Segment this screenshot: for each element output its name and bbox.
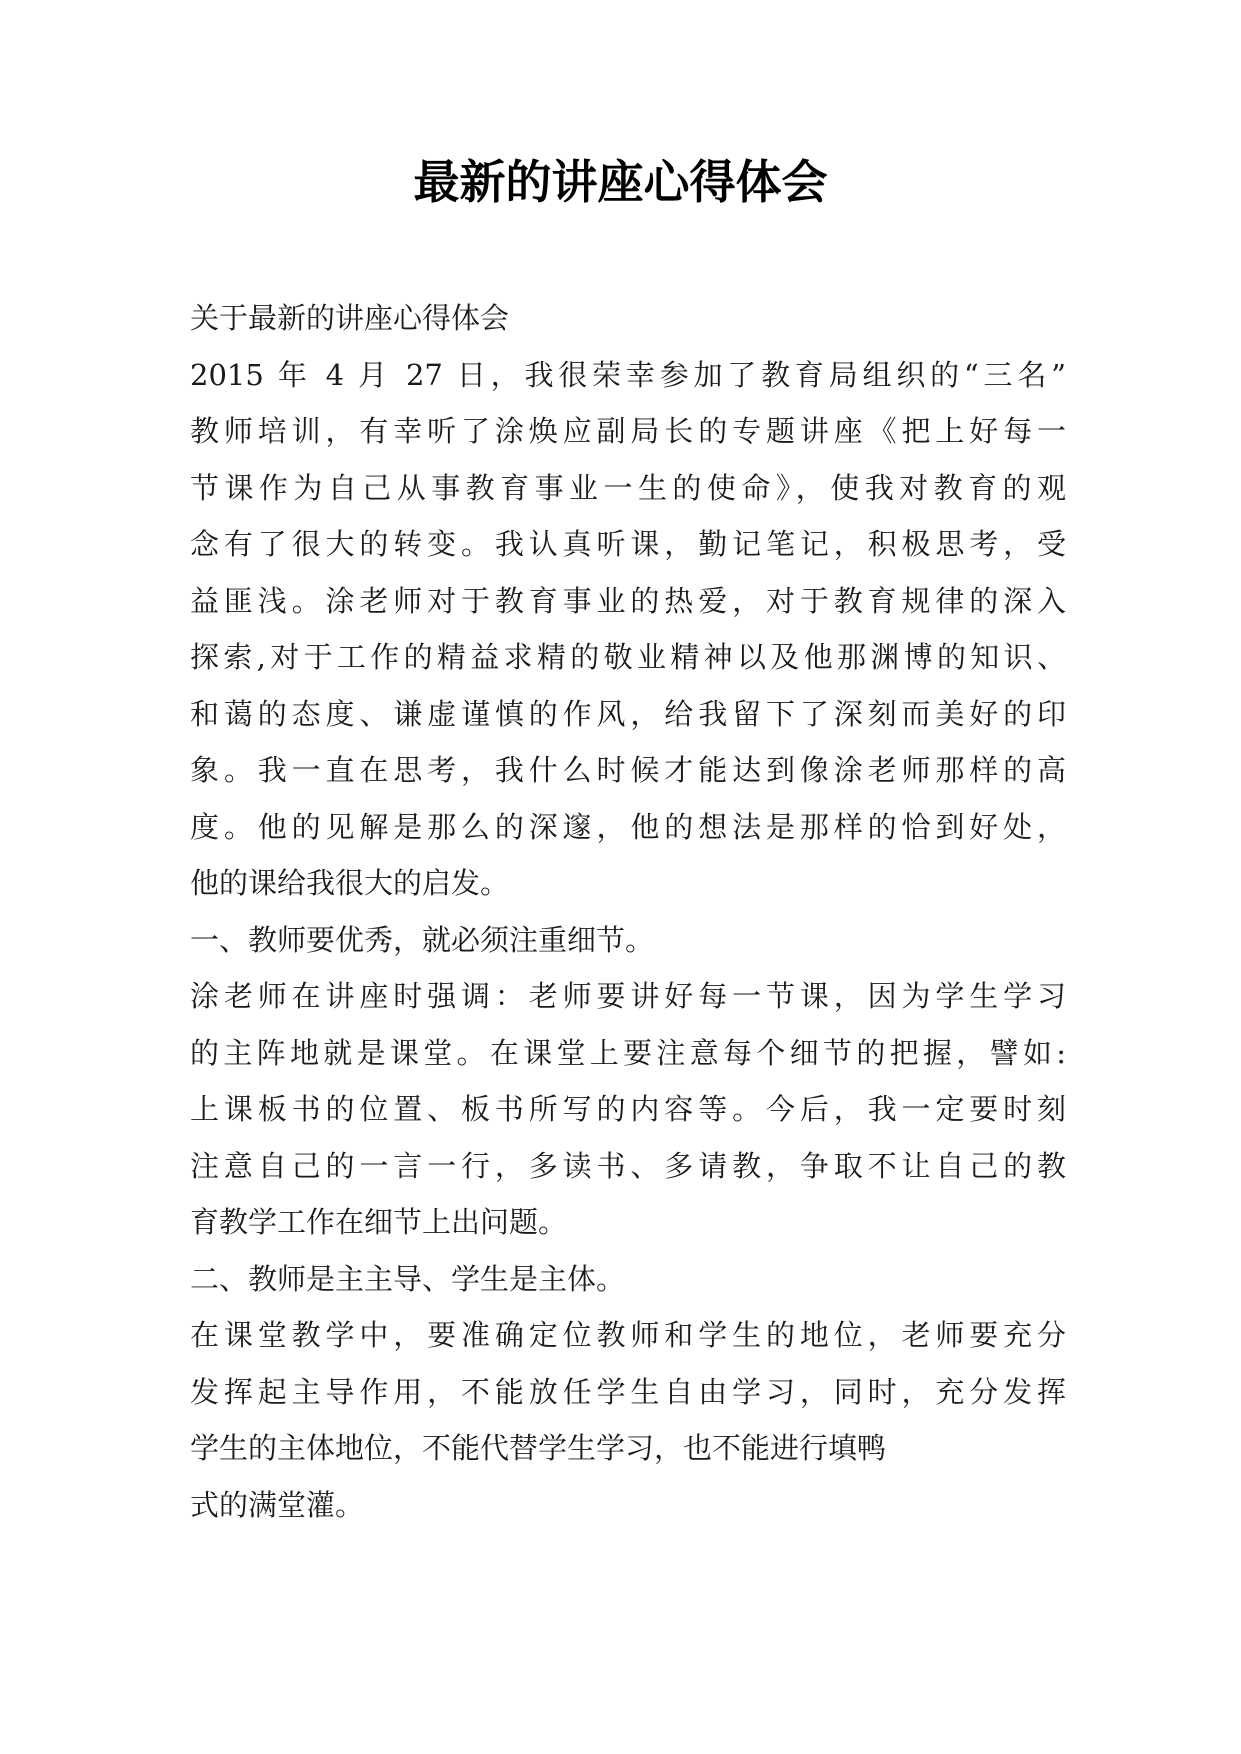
text-line: 和蔼的态度、谦虚谨慎的作风，给我留下了深刻而美好的印 bbox=[190, 696, 1066, 731]
text-line: 在课堂教学中，要准确定位教师和学生的地位，老师要充分 bbox=[190, 1318, 1066, 1352]
text-line: 探索,对于工作的精益求精的敬业精神以及他那渊博的知识、 bbox=[190, 640, 1066, 674]
text-line: 一、教师要优秀，就必须注重细节。 bbox=[190, 922, 655, 957]
text-line: 二、教师是主主导、学生是主体。 bbox=[190, 1261, 626, 1296]
text-line: 育教学工作在细节上出问题。 bbox=[190, 1205, 568, 1239]
text-line: 的主阵地就是课堂。在课堂上要注意每个细节的把握，譬如: bbox=[190, 1035, 1066, 1070]
text-line: 念有了很大的转变。我认真听课，勤记笔记，积极思考，受 bbox=[190, 527, 1066, 561]
text-line: 式的满堂灌。 bbox=[190, 1487, 365, 1522]
text-line: 节课作为自己从事教育事业一生的使命》，使我对教育的观 bbox=[190, 470, 1066, 505]
document-body bbox=[190, 290, 1066, 1533]
text-line: 上课板书的位置、板书所写的内容等。今后，我一定要时刻 bbox=[190, 1092, 1066, 1126]
text-line: 学生的主体地位，不能代替学生学习，也不能进行填鸭 bbox=[190, 1431, 887, 1465]
text-line: 2015 年 4 月 27 日，我很荣幸参加了教育局组织的“三名” bbox=[190, 357, 1066, 392]
text-line: 教师培训，有幸听了涂焕应副局长的专题讲座《把上好每一 bbox=[190, 414, 1066, 448]
page-title: 最新的讲座心得体会 bbox=[413, 155, 828, 209]
text-line: 发挥起主导作用，不能放任学生自由学习，同时，充分发挥 bbox=[190, 1374, 1066, 1409]
text-line: 涂老师在讲座时强调：老师要讲好每一节课，因为学生学习 bbox=[190, 979, 1066, 1013]
text-line: 他的课给我很大的启发。 bbox=[190, 866, 510, 900]
text-line: 关于最新的讲座心得体会 bbox=[190, 301, 510, 335]
text-line: 度。他的见解是那么的深邃，他的想法是那样的恰到好处， bbox=[190, 809, 1066, 844]
text-line: 益匪浅。涂老师对于教育事业的热爱，对于教育规律的深入 bbox=[190, 583, 1066, 618]
text-line: 注意自己的一言一行，多读书、多请教，争取不让自己的教 bbox=[190, 1148, 1066, 1183]
text-line: 象。我一直在思考，我什么时候才能达到像涂老师那样的高 bbox=[190, 753, 1066, 787]
